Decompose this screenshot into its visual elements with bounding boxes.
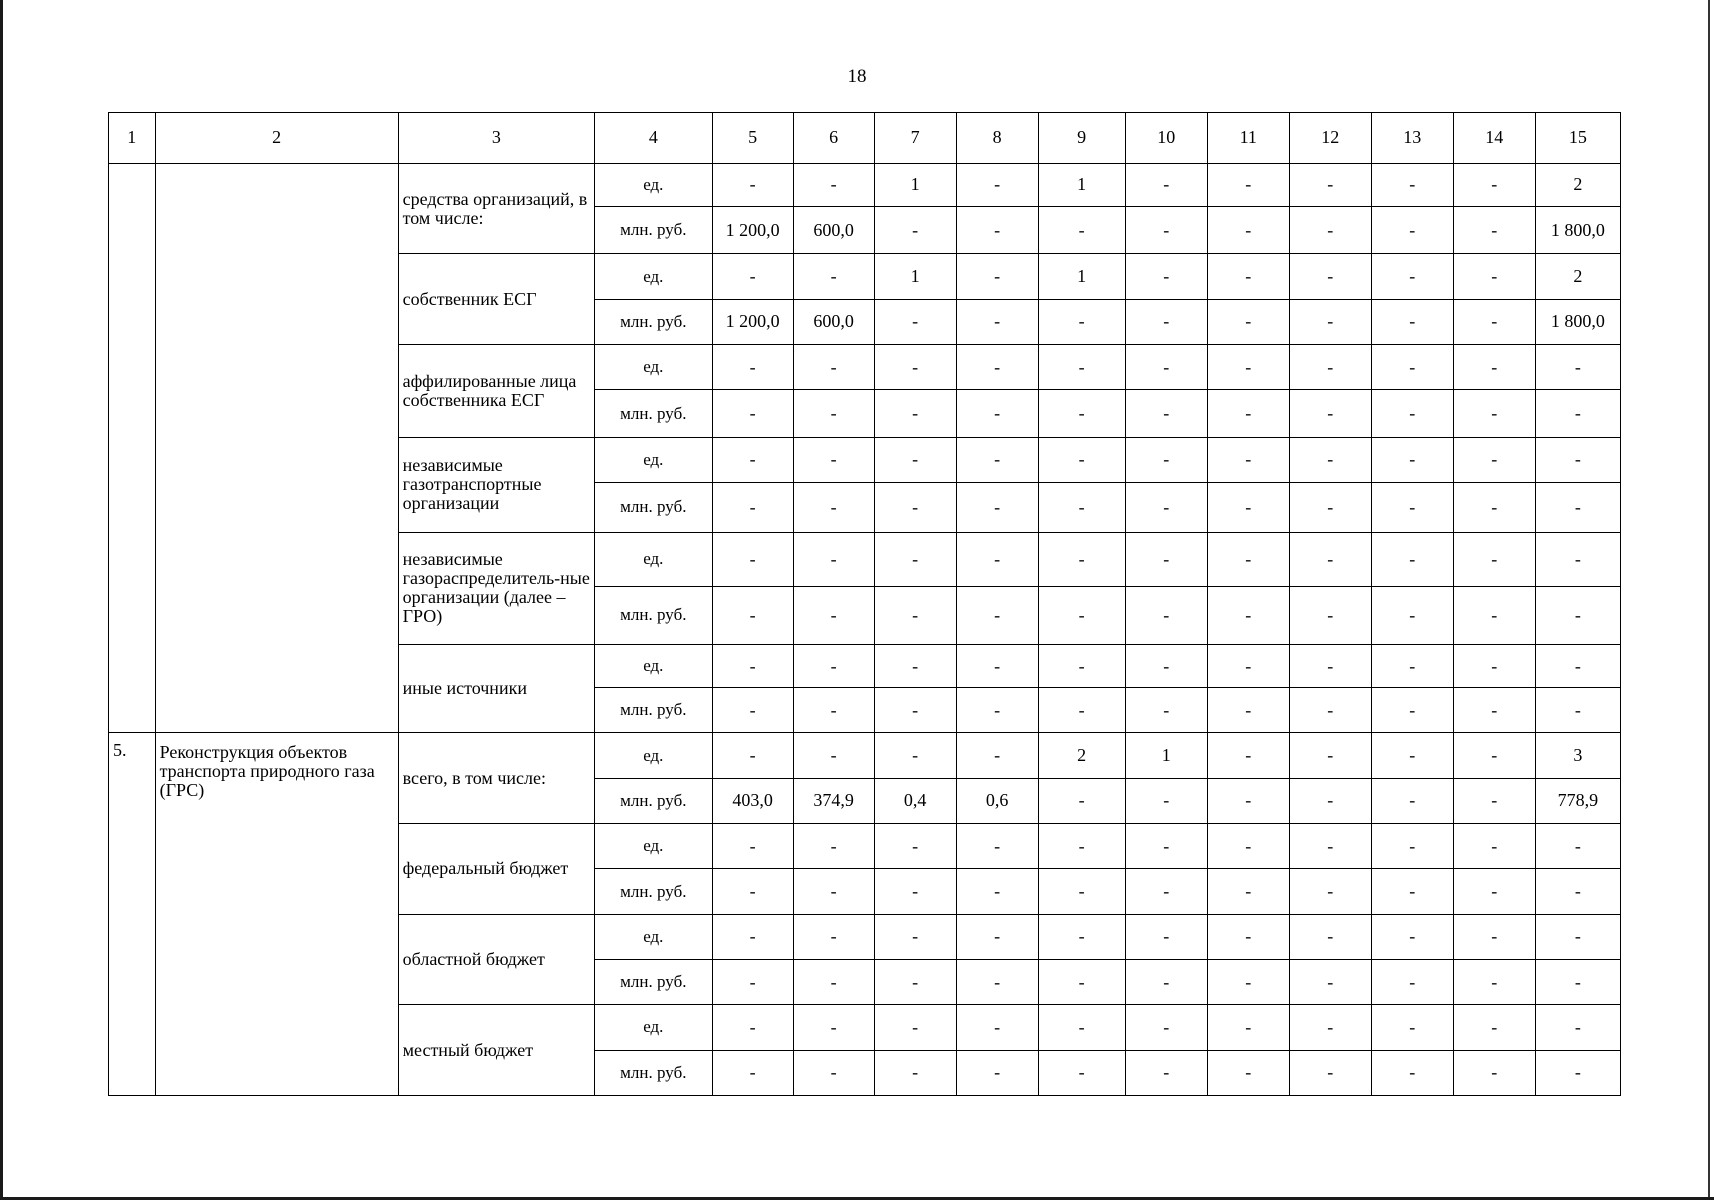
header-cell: 7 <box>874 113 956 164</box>
value-cell: - <box>956 206 1038 253</box>
value-cell: 0,6 <box>956 778 1038 823</box>
value-cell: - <box>1038 483 1125 533</box>
value-cell: 374,9 <box>793 778 874 823</box>
value-cell: - <box>1207 688 1289 733</box>
value-cell: - <box>1207 823 1289 868</box>
value-cell: - <box>1038 206 1125 253</box>
value-cell: - <box>1207 959 1289 1004</box>
value-cell: - <box>874 644 956 687</box>
value-cell: - <box>1535 1005 1620 1050</box>
value-cell: - <box>1125 644 1207 687</box>
value-cell: - <box>956 869 1038 914</box>
value-cell: 600,0 <box>793 206 874 253</box>
value-cell: - <box>956 644 1038 687</box>
value-cell: - <box>712 532 793 586</box>
value-cell: - <box>1453 1050 1535 1095</box>
value-cell: - <box>793 1050 874 1095</box>
table-row <box>109 163 1621 206</box>
unit-cell: млн. руб. <box>595 1050 712 1095</box>
value-cell: - <box>712 733 793 778</box>
value-cell: - <box>1453 390 1535 437</box>
value-cell: - <box>793 483 874 533</box>
value-cell: - <box>712 163 793 206</box>
value-cell: 2 <box>1535 254 1620 299</box>
value-cell: - <box>1038 644 1125 687</box>
value-cell: - <box>1207 1050 1289 1095</box>
value-cell: - <box>956 586 1038 644</box>
unit-cell: млн. руб. <box>595 869 712 914</box>
value-cell: 0,4 <box>874 778 956 823</box>
value-cell: - <box>1125 344 1207 389</box>
value-cell: - <box>1453 733 1535 778</box>
value-cell: - <box>793 869 874 914</box>
value-cell: - <box>1038 688 1125 733</box>
value-cell: - <box>874 437 956 482</box>
unit-cell: ед. <box>595 437 712 482</box>
value-cell: - <box>1207 344 1289 389</box>
value-cell: 778,9 <box>1535 778 1620 823</box>
unit-cell: млн. руб. <box>595 778 712 823</box>
value-cell: - <box>1453 437 1535 482</box>
value-cell: - <box>1371 1050 1453 1095</box>
activity-name-cell: Реконструкция объектов транспорта природного газа (ГРС) <box>155 733 398 1096</box>
value-cell: - <box>1038 959 1125 1004</box>
value-cell: - <box>793 254 874 299</box>
value-cell: - <box>874 390 956 437</box>
value-cell: - <box>1207 254 1289 299</box>
value-cell: - <box>874 483 956 533</box>
value-cell: - <box>1371 914 1453 959</box>
value-cell: - <box>1207 206 1289 253</box>
value-cell: - <box>874 1050 956 1095</box>
value-cell: - <box>1207 437 1289 482</box>
value-cell: - <box>1289 823 1371 868</box>
value-cell: - <box>1371 733 1453 778</box>
value-cell: - <box>1535 483 1620 533</box>
value-cell: - <box>793 532 874 586</box>
unit-cell: ед. <box>595 163 712 206</box>
value-cell: - <box>1535 344 1620 389</box>
value-cell: - <box>1289 299 1371 344</box>
item-number-cell: 5. <box>109 733 156 1096</box>
value-cell: - <box>1125 1005 1207 1050</box>
value-cell: - <box>1453 914 1535 959</box>
unit-cell: млн. руб. <box>595 299 712 344</box>
value-cell: - <box>1453 644 1535 687</box>
unit-cell: млн. руб. <box>595 483 712 533</box>
value-cell: - <box>793 959 874 1004</box>
value-cell: - <box>1371 869 1453 914</box>
unit-cell: млн. руб. <box>595 206 712 253</box>
value-cell: - <box>1289 914 1371 959</box>
funding-source-cell: аффилированные лица собственника ЕСГ <box>398 344 594 437</box>
value-cell: 1 200,0 <box>712 206 793 253</box>
value-cell: - <box>1289 163 1371 206</box>
value-cell: - <box>1125 688 1207 733</box>
value-cell: - <box>956 914 1038 959</box>
value-cell: - <box>793 688 874 733</box>
header-cell: 5 <box>712 113 793 164</box>
value-cell: - <box>1453 299 1535 344</box>
value-cell: - <box>712 959 793 1004</box>
value-cell: - <box>874 823 956 868</box>
value-cell: - <box>1207 163 1289 206</box>
unit-cell: млн. руб. <box>595 959 712 1004</box>
value-cell: - <box>1125 254 1207 299</box>
value-cell: - <box>712 1050 793 1095</box>
value-cell: 1 <box>1038 163 1125 206</box>
value-cell: - <box>1289 532 1371 586</box>
value-cell: - <box>1038 437 1125 482</box>
value-cell: - <box>1453 163 1535 206</box>
value-cell: - <box>1371 823 1453 868</box>
value-cell: 600,0 <box>793 299 874 344</box>
value-cell: 1 200,0 <box>712 299 793 344</box>
value-cell: - <box>1371 254 1453 299</box>
value-cell: - <box>712 254 793 299</box>
value-cell: - <box>1453 344 1535 389</box>
value-cell: - <box>1289 778 1371 823</box>
value-cell: - <box>874 869 956 914</box>
value-cell: 403,0 <box>712 778 793 823</box>
value-cell: - <box>956 733 1038 778</box>
value-cell: - <box>1453 959 1535 1004</box>
value-cell: - <box>1207 644 1289 687</box>
value-cell: - <box>1289 483 1371 533</box>
value-cell: - <box>1371 586 1453 644</box>
value-cell: 1 <box>874 163 956 206</box>
value-cell: - <box>1453 206 1535 253</box>
value-cell: - <box>1125 778 1207 823</box>
value-cell: - <box>712 1005 793 1050</box>
value-cell: - <box>1038 586 1125 644</box>
unit-cell: ед. <box>595 733 712 778</box>
unit-cell: млн. руб. <box>595 390 712 437</box>
value-cell: - <box>793 163 874 206</box>
value-cell: - <box>1535 644 1620 687</box>
value-cell: - <box>874 688 956 733</box>
unit-cell: ед. <box>595 532 712 586</box>
value-cell: - <box>793 437 874 482</box>
value-cell: - <box>1535 586 1620 644</box>
value-cell: - <box>1038 823 1125 868</box>
value-cell: - <box>1371 532 1453 586</box>
value-cell: - <box>712 344 793 389</box>
funding-source-cell: местный бюджет <box>398 1005 594 1096</box>
value-cell: - <box>1207 1005 1289 1050</box>
value-cell: - <box>956 163 1038 206</box>
funding-source-cell: областной бюджет <box>398 914 594 1005</box>
value-cell: - <box>1371 644 1453 687</box>
value-cell: - <box>1371 390 1453 437</box>
value-cell: - <box>1207 733 1289 778</box>
value-cell: - <box>1371 206 1453 253</box>
value-cell: - <box>1038 390 1125 437</box>
financing-table <box>108 112 1621 1096</box>
value-cell: - <box>1371 344 1453 389</box>
value-cell: - <box>1125 163 1207 206</box>
funding-source-cell: средства организаций, в том числе: <box>398 163 594 254</box>
value-cell: - <box>956 344 1038 389</box>
funding-source-cell: собственник ЕСГ <box>398 254 594 345</box>
value-cell: - <box>793 914 874 959</box>
header-cell: 12 <box>1289 113 1371 164</box>
value-cell: 1 <box>1038 254 1125 299</box>
value-cell: - <box>956 959 1038 1004</box>
value-cell: - <box>1125 299 1207 344</box>
unit-cell: ед. <box>595 914 712 959</box>
value-cell: - <box>874 532 956 586</box>
header-cell: 2 <box>155 113 398 164</box>
value-cell: - <box>1453 586 1535 644</box>
value-cell: - <box>874 914 956 959</box>
value-cell: - <box>1038 869 1125 914</box>
unit-cell: ед. <box>595 344 712 389</box>
value-cell: - <box>956 823 1038 868</box>
header-cell: 3 <box>398 113 594 164</box>
header-cell: 6 <box>793 113 874 164</box>
value-cell: - <box>1453 254 1535 299</box>
value-cell: - <box>1371 959 1453 1004</box>
value-cell: - <box>1535 532 1620 586</box>
value-cell: - <box>1453 1005 1535 1050</box>
value-cell: - <box>1125 437 1207 482</box>
value-cell: - <box>956 532 1038 586</box>
value-cell: - <box>712 586 793 644</box>
value-cell: - <box>793 586 874 644</box>
value-cell: - <box>1371 299 1453 344</box>
value-cell: - <box>712 390 793 437</box>
funding-source-cell: независимые газотранспортные организации <box>398 437 594 532</box>
value-cell: - <box>1371 437 1453 482</box>
value-cell: - <box>1125 532 1207 586</box>
value-cell: - <box>1125 206 1207 253</box>
value-cell: - <box>1535 823 1620 868</box>
value-cell: - <box>1289 254 1371 299</box>
value-cell: - <box>1125 959 1207 1004</box>
value-cell: - <box>1125 914 1207 959</box>
value-cell: - <box>1289 390 1371 437</box>
value-cell: - <box>1207 390 1289 437</box>
value-cell: - <box>1207 914 1289 959</box>
value-cell: - <box>793 644 874 687</box>
value-cell: - <box>1038 778 1125 823</box>
value-cell: - <box>712 869 793 914</box>
value-cell: - <box>712 483 793 533</box>
value-cell: - <box>1371 163 1453 206</box>
value-cell: - <box>1289 959 1371 1004</box>
header-cell: 9 <box>1038 113 1125 164</box>
value-cell: - <box>1207 532 1289 586</box>
value-cell: - <box>712 823 793 868</box>
value-cell: - <box>1289 688 1371 733</box>
value-cell: - <box>1453 483 1535 533</box>
value-cell: - <box>1038 532 1125 586</box>
unit-cell: ед. <box>595 1005 712 1050</box>
value-cell: - <box>1371 483 1453 533</box>
value-cell: - <box>712 437 793 482</box>
value-cell: - <box>793 344 874 389</box>
value-cell: - <box>1535 437 1620 482</box>
value-cell: - <box>1207 483 1289 533</box>
value-cell: - <box>1453 688 1535 733</box>
value-cell: - <box>956 1050 1038 1095</box>
value-cell: - <box>1535 914 1620 959</box>
value-cell: 1 <box>874 254 956 299</box>
value-cell: - <box>1125 823 1207 868</box>
value-cell: - <box>1207 778 1289 823</box>
header-cell: 10 <box>1125 113 1207 164</box>
activity-name-cell <box>155 163 398 733</box>
value-cell: 3 <box>1535 733 1620 778</box>
value-cell: - <box>956 1005 1038 1050</box>
value-cell: - <box>956 483 1038 533</box>
header-cell: 8 <box>956 113 1038 164</box>
value-cell: - <box>1125 869 1207 914</box>
value-cell: - <box>1125 390 1207 437</box>
value-cell: - <box>1038 1005 1125 1050</box>
item-number-cell <box>109 163 156 733</box>
funding-source-cell: федеральный бюджет <box>398 823 594 914</box>
value-cell: - <box>874 1005 956 1050</box>
value-cell: - <box>712 914 793 959</box>
value-cell: - <box>1289 644 1371 687</box>
header-cell: 4 <box>595 113 712 164</box>
value-cell: - <box>1038 299 1125 344</box>
value-cell: - <box>1289 206 1371 253</box>
value-cell: - <box>1371 778 1453 823</box>
value-cell: - <box>793 390 874 437</box>
value-cell: - <box>1289 344 1371 389</box>
value-cell: - <box>1453 778 1535 823</box>
header-cell: 1 <box>109 113 156 164</box>
value-cell: - <box>1289 869 1371 914</box>
value-cell: - <box>1453 532 1535 586</box>
value-cell: - <box>1371 688 1453 733</box>
value-cell: - <box>1535 959 1620 1004</box>
value-cell: - <box>1535 1050 1620 1095</box>
value-cell: - <box>1289 586 1371 644</box>
value-cell: - <box>1125 1050 1207 1095</box>
unit-cell: ед. <box>595 644 712 687</box>
value-cell: - <box>1535 688 1620 733</box>
header-cell: 11 <box>1207 113 1289 164</box>
value-cell: - <box>956 437 1038 482</box>
value-cell: - <box>712 644 793 687</box>
value-cell: - <box>874 733 956 778</box>
value-cell: - <box>1289 1050 1371 1095</box>
funding-source-cell: всего, в том числе: <box>398 733 594 824</box>
page-number: 18 <box>847 66 867 87</box>
value-cell: - <box>874 344 956 389</box>
value-cell: - <box>874 299 956 344</box>
value-cell: - <box>956 688 1038 733</box>
value-cell: - <box>1207 869 1289 914</box>
value-cell: - <box>1207 586 1289 644</box>
value-cell: - <box>793 823 874 868</box>
header-row <box>109 113 1621 164</box>
value-cell: - <box>1207 299 1289 344</box>
unit-cell: ед. <box>595 254 712 299</box>
value-cell: 2 <box>1535 163 1620 206</box>
value-cell: - <box>874 586 956 644</box>
value-cell: - <box>1038 344 1125 389</box>
value-cell: - <box>956 299 1038 344</box>
value-cell: - <box>793 1005 874 1050</box>
funding-source-cell: независимые газораспределитель-ные организации (далее – ГРО) <box>398 532 594 644</box>
value-cell: - <box>1038 1050 1125 1095</box>
value-cell: - <box>1371 1005 1453 1050</box>
value-cell: - <box>1289 733 1371 778</box>
value-cell: - <box>712 688 793 733</box>
value-cell: - <box>874 206 956 253</box>
value-cell: - <box>1125 483 1207 533</box>
value-cell: - <box>874 959 956 1004</box>
unit-cell: ед. <box>595 823 712 868</box>
funding-source-cell: иные источники <box>398 644 594 732</box>
value-cell: - <box>1453 869 1535 914</box>
value-cell: - <box>1289 1005 1371 1050</box>
header-cell: 13 <box>1371 113 1453 164</box>
value-cell: - <box>1289 437 1371 482</box>
header-cell: 15 <box>1535 113 1620 164</box>
value-cell: 1 800,0 <box>1535 206 1620 253</box>
value-cell: - <box>793 733 874 778</box>
value-cell: - <box>1535 869 1620 914</box>
scan-left-edge <box>0 0 3 1200</box>
scan-right-edge <box>1708 0 1710 1200</box>
unit-cell: млн. руб. <box>595 586 712 644</box>
table-row <box>109 733 1621 778</box>
header-cell: 14 <box>1453 113 1535 164</box>
value-cell: 1 <box>1125 733 1207 778</box>
value-cell: - <box>956 254 1038 299</box>
unit-cell: млн. руб. <box>595 688 712 733</box>
value-cell: 1 800,0 <box>1535 299 1620 344</box>
value-cell: - <box>1453 823 1535 868</box>
value-cell: - <box>1535 390 1620 437</box>
value-cell: - <box>1038 914 1125 959</box>
value-cell: - <box>1125 586 1207 644</box>
value-cell: 2 <box>1038 733 1125 778</box>
value-cell: - <box>956 390 1038 437</box>
